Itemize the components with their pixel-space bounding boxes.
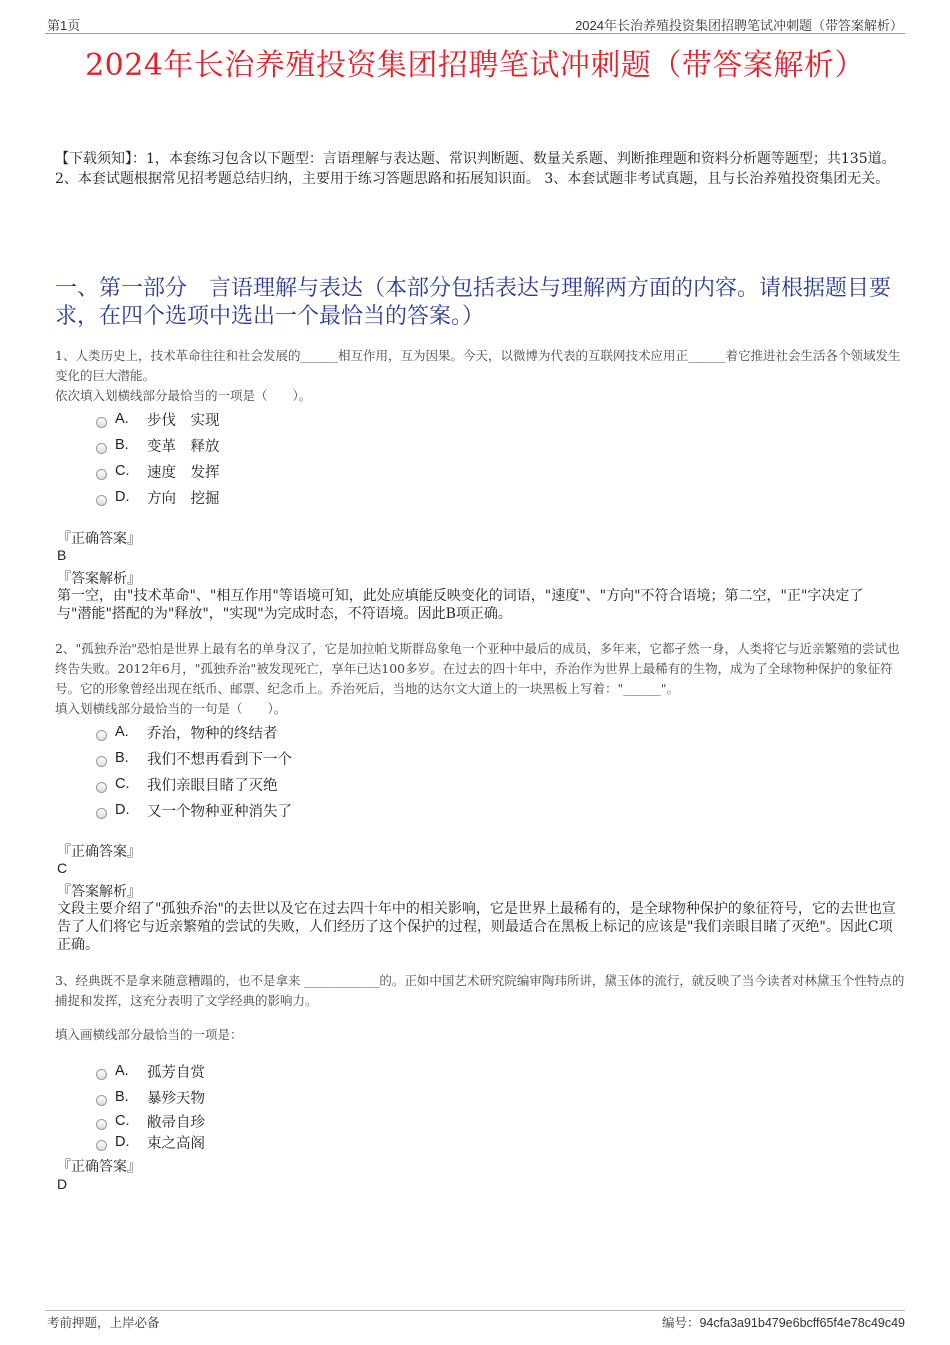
radio-icon[interactable] <box>96 1069 107 1080</box>
option-text: 速度 发挥 <box>147 464 220 481</box>
option-letter: B. <box>115 750 129 766</box>
option-d[interactable] <box>96 484 220 510</box>
option-a[interactable] <box>96 719 292 745</box>
question-1-explanation: 第一空，由"技术革命"、"相互作用"等语境可知，此处应填能反映变化的词语，"速度"、"方向"不符合语境；第二空，"正"字决定了与"潜能"搭配的为"释放"，"实现"为完成时态，不符语境。因此B项正确。 <box>57 588 864 622</box>
radio-icon[interactable] <box>96 417 107 428</box>
page-number: 第1页 <box>47 18 81 33</box>
question-3-prompt: 填入画横线部分最恰当的一项是： <box>55 1027 243 1042</box>
radio-icon[interactable] <box>96 756 107 767</box>
option-text: 我们不想再看到下一个 <box>147 751 292 768</box>
question-1-stem: 1、人类历史上，技术革命往往和社会发展的______相互作用，互为因果。今天，以微博为代表的互联网技术应用正______着它推进社会生活各个领域发生变化的巨大潜能。 <box>55 348 901 383</box>
option-text: 变革 释放 <box>147 438 220 455</box>
question-1-answer: B <box>57 547 67 563</box>
header-doc-title: 2024年长治养殖投资集团招聘笔试冲刺题（带答案解析） <box>575 18 903 33</box>
radio-icon[interactable] <box>96 1140 107 1151</box>
question-2-stem: 2、"孤独乔治"恐怕是世界上最有名的单身汉了，它是加拉帕戈斯群岛象龟一个亚种中最后的成员，多年来，它都孑然一身，人类将它与近亲繁殖的尝试也终告失败。2012年6月，"孤独乔治"被发现死亡，享年已达100多岁。在过去的四十年中，乔治作为世界上最稀有的生物，成为了全球物种保护的象征符号。它的形象曾经出现在纸币、邮票、纪念币上。乔治死后，当地的达尔文大道上的一块黑板上写着："______"。 <box>55 641 900 696</box>
radio-icon[interactable] <box>96 443 107 454</box>
download-notice: 【下载须知】：1，本套练习包含以下题型：言语理解与表达题、常识判断题、数量关系题、判断推理题和资料分析题等题型；共135道。 2、本套试题根据常见招考题总结归纳，主要用于练习答题思路和拓展知识面。 3、本套试题非考试真题，且与长治养殖投资集团无关。 <box>55 151 896 187</box>
radio-icon[interactable] <box>96 1119 107 1130</box>
answer-label: 『正确答案』 <box>57 531 141 547</box>
option-d[interactable] <box>96 797 292 823</box>
option-b[interactable] <box>96 1084 205 1110</box>
radio-icon[interactable] <box>96 808 107 819</box>
explanation-label: 『答案解析』 <box>57 571 141 587</box>
document-title: 2024年长治养殖投资集团招聘笔试冲刺题（带答案解析） <box>85 48 865 83</box>
explanation-label: 『答案解析』 <box>57 884 141 900</box>
option-letter: C. <box>115 1113 130 1129</box>
question-2-prompt: 填入划横线部分最恰当的一句是（ ）。 <box>55 701 287 716</box>
section-heading: 一、第一部分 言语理解与表达（本部分包括表达与理解两方面的内容。请根据题目要求，在四个选项中选出一个最恰当的答案。） <box>55 276 892 329</box>
option-text: 暴殄天物 <box>147 1090 205 1107</box>
radio-icon[interactable] <box>96 782 107 793</box>
question-3-options <box>96 1058 205 1152</box>
question-2-answer: C <box>57 860 68 876</box>
option-letter: D. <box>115 489 130 505</box>
question-3-stem: 3、经典既不是拿来随意糟蹋的，也不是拿来 ____________的。正如中国艺术研究院编审陶玮所讲，黛玉体的流行，就反映了当今读者对林黛玉个性特点的捕捉和发挥，这充分表明了文学经典的影响力。 <box>55 973 905 1008</box>
option-text: 孤芳自赏 <box>147 1064 205 1081</box>
footer-doc-id <box>662 1313 905 1331</box>
option-text: 敝帚自珍 <box>147 1114 205 1131</box>
radio-icon[interactable] <box>96 730 107 741</box>
option-letter: C. <box>115 776 130 792</box>
option-text: 乔治，物种的终结者 <box>147 725 278 742</box>
question-2-options <box>96 719 292 823</box>
radio-icon[interactable] <box>96 495 107 506</box>
answer-label: 『正确答案』 <box>57 1159 141 1175</box>
option-text: 又一个物种亚种消失了 <box>147 803 292 820</box>
option-letter: B. <box>115 437 129 453</box>
radio-icon[interactable] <box>96 469 107 480</box>
option-letter: A. <box>115 1063 129 1079</box>
option-text: 方向 挖掘 <box>147 490 220 507</box>
option-text: 我们亲眼目睹了灭绝 <box>147 777 278 794</box>
header-divider <box>45 33 905 34</box>
option-b[interactable] <box>96 432 220 458</box>
option-c[interactable] <box>96 771 292 797</box>
radio-icon[interactable] <box>96 1095 107 1106</box>
option-letter: C. <box>115 463 130 479</box>
option-c[interactable] <box>96 1110 205 1132</box>
footer-slogan: 考前押题，上岸必备 <box>47 1316 160 1330</box>
option-letter: A. <box>115 724 129 740</box>
option-d[interactable] <box>96 1132 205 1152</box>
question-1-prompt: 依次填入划横线部分最恰当的一项是（ ）。 <box>55 388 312 403</box>
option-text: 步伐 实现 <box>147 412 220 429</box>
option-b[interactable] <box>96 745 292 771</box>
option-letter: B. <box>115 1089 129 1105</box>
question-1-options <box>96 406 220 510</box>
doc-id-label: 编号： <box>661 1316 700 1330</box>
option-text: 束之高阁 <box>147 1135 205 1152</box>
question-2-explanation: 文段主要介绍了"孤独乔治"的去世以及它在过去四十年中的相关影响，它是世界上最稀有的，是全球物种保护的象征符号，它的去世也宣告了人们将它与近亲繁殖的尝试的失败，人们经历了这个保护的过程，则最适合在黑板上标记的应该是"我们亲眼目睹了灭绝"。因此C项正确。 <box>57 901 896 953</box>
option-letter: D. <box>115 802 130 818</box>
footer-divider <box>45 1310 905 1311</box>
option-letter: A. <box>115 411 129 427</box>
option-a[interactable] <box>96 406 220 432</box>
answer-label: 『正确答案』 <box>57 844 141 860</box>
question-3-answer: D <box>57 1176 68 1192</box>
option-c[interactable] <box>96 458 220 484</box>
option-a[interactable] <box>96 1058 205 1084</box>
doc-id-value: 94cfa3a91b479e6bcff65f4e78c49c49 <box>699 1316 905 1330</box>
option-letter: D. <box>115 1134 130 1150</box>
